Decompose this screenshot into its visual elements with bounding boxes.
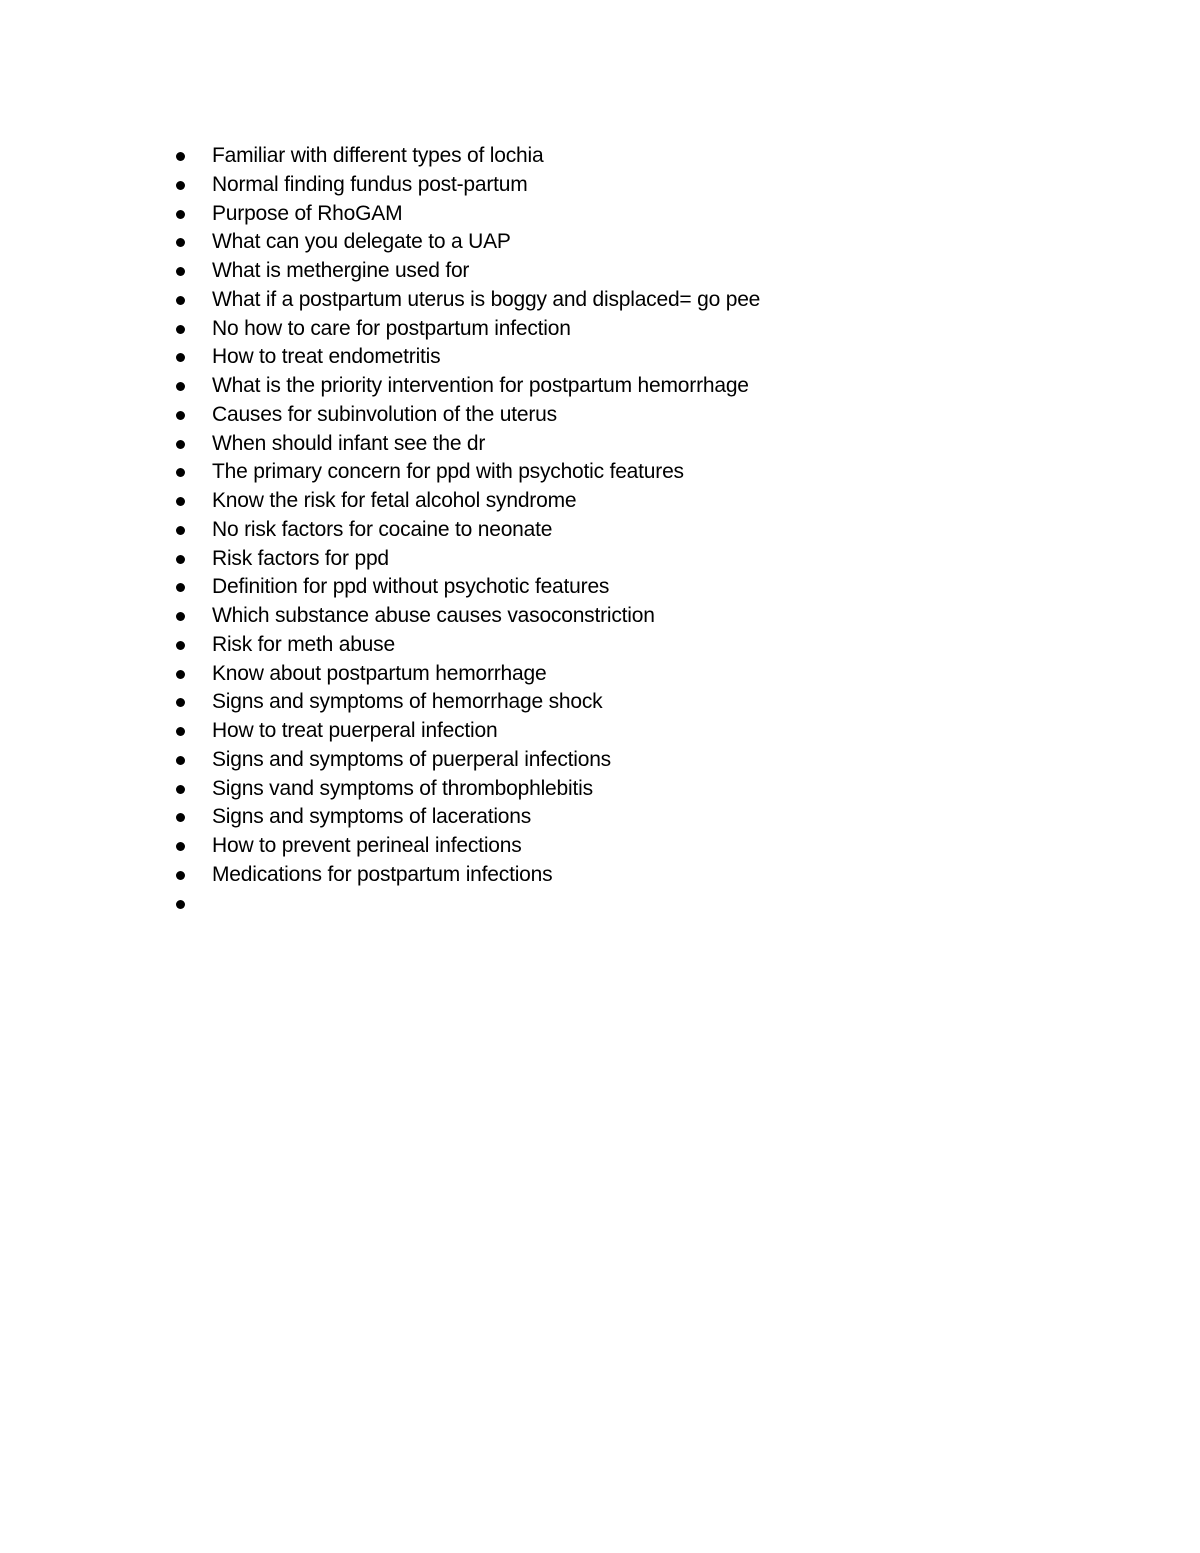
list-item-text: Normal finding fundus post-partum xyxy=(212,172,528,196)
bullet-icon xyxy=(176,411,185,420)
bullet-icon xyxy=(176,440,185,449)
bullet-icon xyxy=(176,210,185,219)
bullet-icon xyxy=(176,526,185,535)
list-item-text: When should infant see the dr xyxy=(212,431,486,455)
bullet-icon xyxy=(176,756,185,765)
bullet-icon xyxy=(176,181,185,190)
list-item-text: No how to care for postpartum infection xyxy=(212,316,571,340)
list-item-text: The primary concern for ppd with psychotic features xyxy=(212,460,684,484)
list-item-text: Which substance abuse causes vasoconstriction xyxy=(212,604,655,627)
bullet-icon xyxy=(176,670,185,679)
bullet-icon xyxy=(176,612,185,621)
list-item-text: Signs and symptoms of hemorrhage shock xyxy=(212,690,603,714)
bullet-icon xyxy=(176,813,185,822)
bullet-icon xyxy=(176,325,185,334)
list-item-text: Risk factors for ppd xyxy=(212,546,389,570)
list-item-text: Definition for ppd without psychotic features xyxy=(212,575,610,599)
list-item-text: Know about postpartum hemorrhage xyxy=(212,661,547,685)
list-item-text: No risk factors for cocaine to neonate xyxy=(212,517,553,541)
bullet-icon xyxy=(176,583,185,592)
list-item-text: Signs vand symptoms of thrombophlebitis xyxy=(212,776,593,800)
bullet-icon xyxy=(176,497,185,506)
bullet-icon xyxy=(176,468,185,477)
list-item-text: Purpose of RhoGAM xyxy=(212,201,403,225)
list-item-text: What is methergine used for xyxy=(212,259,470,282)
list-item-text: What is the priority intervention for postpartum hemorrhage xyxy=(212,374,749,397)
bullet-icon xyxy=(176,842,185,851)
list-item-text: Risk for meth abuse xyxy=(212,632,395,656)
list-item-text: How to treat puerperal infection xyxy=(212,719,498,742)
list-item-text: Know the risk for fetal alcohol syndrome xyxy=(212,489,577,512)
list-item-text: Causes for subinvolution of the uterus xyxy=(212,402,557,426)
bullet-icon xyxy=(176,152,185,161)
bullet-icon xyxy=(176,267,185,276)
bullet-icon xyxy=(176,785,185,794)
bullet-icon xyxy=(176,641,185,650)
list-item-text: Medications for postpartum infections xyxy=(212,862,553,886)
bullet-icon xyxy=(176,698,185,707)
list-item-text: Familiar with different types of lochia xyxy=(212,144,544,167)
bullet-icon xyxy=(176,382,185,391)
bullet-icon xyxy=(176,555,185,564)
bullet-icon xyxy=(176,727,185,736)
list-item-text: Signs and symptoms of puerperal infections xyxy=(212,747,611,771)
bullet-icon xyxy=(176,900,185,909)
bullet-icon xyxy=(176,871,185,880)
list-item-text: How to treat endometritis xyxy=(212,345,441,369)
list-item-text: What can you delegate to a UAP xyxy=(212,230,511,254)
bullet-icon xyxy=(176,296,185,305)
bullet-icon xyxy=(176,238,185,247)
list-item-text: What if a postpartum uterus is boggy and displaced= go pee xyxy=(212,287,761,311)
bullet-icon xyxy=(176,353,185,362)
list-item-text: How to prevent perineal infections xyxy=(212,834,522,857)
list-item-text: Signs and symptoms of lacerations xyxy=(212,805,532,829)
